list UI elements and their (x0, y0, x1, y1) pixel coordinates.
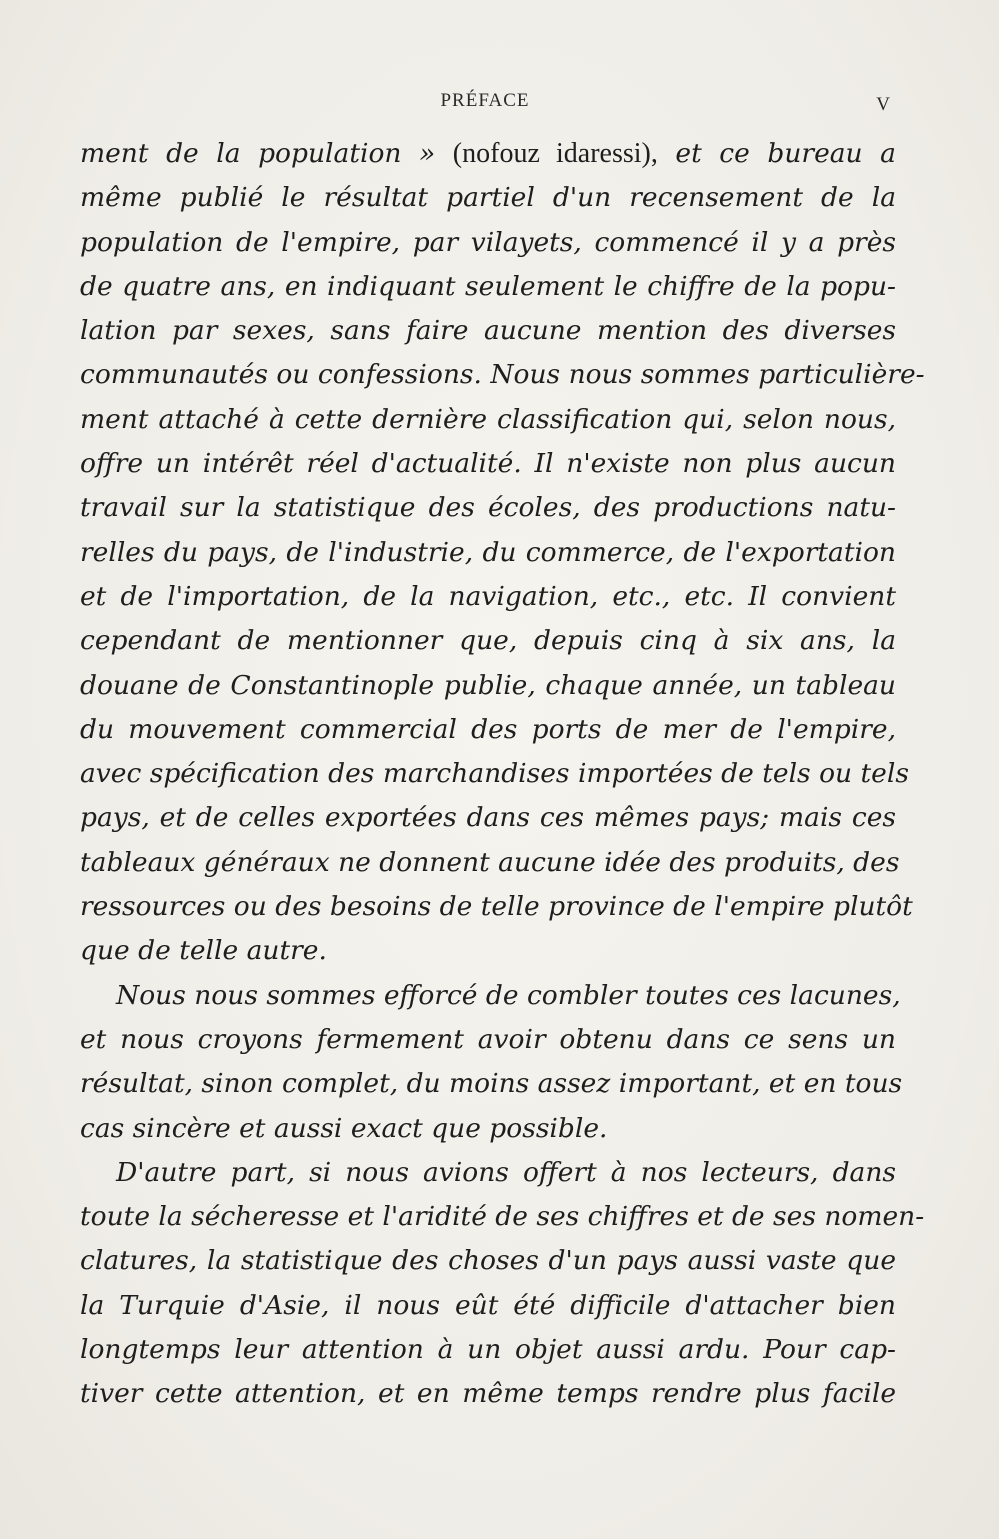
text-line: cas sincère et aussi exact que possible. (80, 1112, 608, 1144)
text-line: tiver cette attention, et en même temps rendre plus facile (80, 1378, 896, 1410)
text-line: Nous nous sommes efforcé de combler toutes ces lacunes, (116, 979, 901, 1011)
text-line: clatures, la statistique des choses d'un pays aussi vaste que (80, 1245, 896, 1277)
text-line: cependant de mentionner que, depuis cinq à six ans, la (80, 625, 896, 657)
text-line: toute la sécheresse et l'aridité de ses chiffres et de ses nomen- (80, 1201, 925, 1233)
text-line (80, 132, 896, 176)
text-line: ressources ou des besoins de telle province de l'empire plutôt (80, 891, 913, 923)
text-line: douane de Constantinople publie, chaque année, un tableau (80, 669, 896, 701)
page-number: V (876, 94, 890, 115)
text-fragment-roman: (nofouz idaressi), (452, 138, 658, 169)
running-title: PRÉFACE (440, 90, 530, 111)
text-line: relles du pays, de l'industrie, du commerce, de l'exportation (80, 536, 896, 568)
body-text (80, 132, 925, 1417)
text-line: D'autre part, si nous avions offert à nos lecteurs, dans (116, 1156, 896, 1188)
text-line: résultat, sinon complet, du moins assez important, et en tous (80, 1068, 903, 1100)
text-line: tableaux généraux ne donnent aucune idée des produits, des (80, 846, 900, 878)
text-line: offre un intérêt réel d'actualité. Il n'existe non plus aucun (80, 448, 896, 480)
text-line: la Turquie d'Asie, il nous eût été difficile d'attacher bien (80, 1289, 896, 1321)
text-line: longtemps leur attention à un objet aussi ardu. Pour cap- (80, 1334, 896, 1366)
text-line: que de telle autre. (80, 935, 327, 967)
text-line: pays, et de celles exportées dans ces mêmes pays; mais ces (80, 802, 896, 834)
text-line: travail sur la statistique des écoles, des productions natu- (80, 492, 896, 524)
text-line: même publié le résultat partiel d'un recensement de la (80, 182, 896, 214)
text-line: lation par sexes, sans faire aucune mention des diverses (80, 315, 896, 347)
text-line: et de l'importation, de la navigation, etc., etc. Il convient (80, 580, 896, 612)
text-line: ment attaché à cette dernière classification qui, selon nous, (80, 403, 896, 435)
text-line: population de l'empire, par vilayets, commencé il y a près (80, 226, 896, 258)
text-line: du mouvement commercial des ports de mer de l'empire, (80, 713, 896, 745)
text-line: communautés ou confessions. Nous nous sommes particulière- (80, 359, 925, 391)
text-line: et nous croyons fermement avoir obtenu dans ce sens un (80, 1023, 896, 1055)
text-fragment: ment de la population » (80, 138, 436, 169)
text-line: avec spécification des marchandises importées de tels ou tels (80, 758, 909, 790)
text-fragment: et ce bureau a (675, 138, 896, 169)
text-line: de quatre ans, en indiquant seulement le chiffre de la popu- (80, 270, 896, 302)
page-header (80, 88, 890, 118)
